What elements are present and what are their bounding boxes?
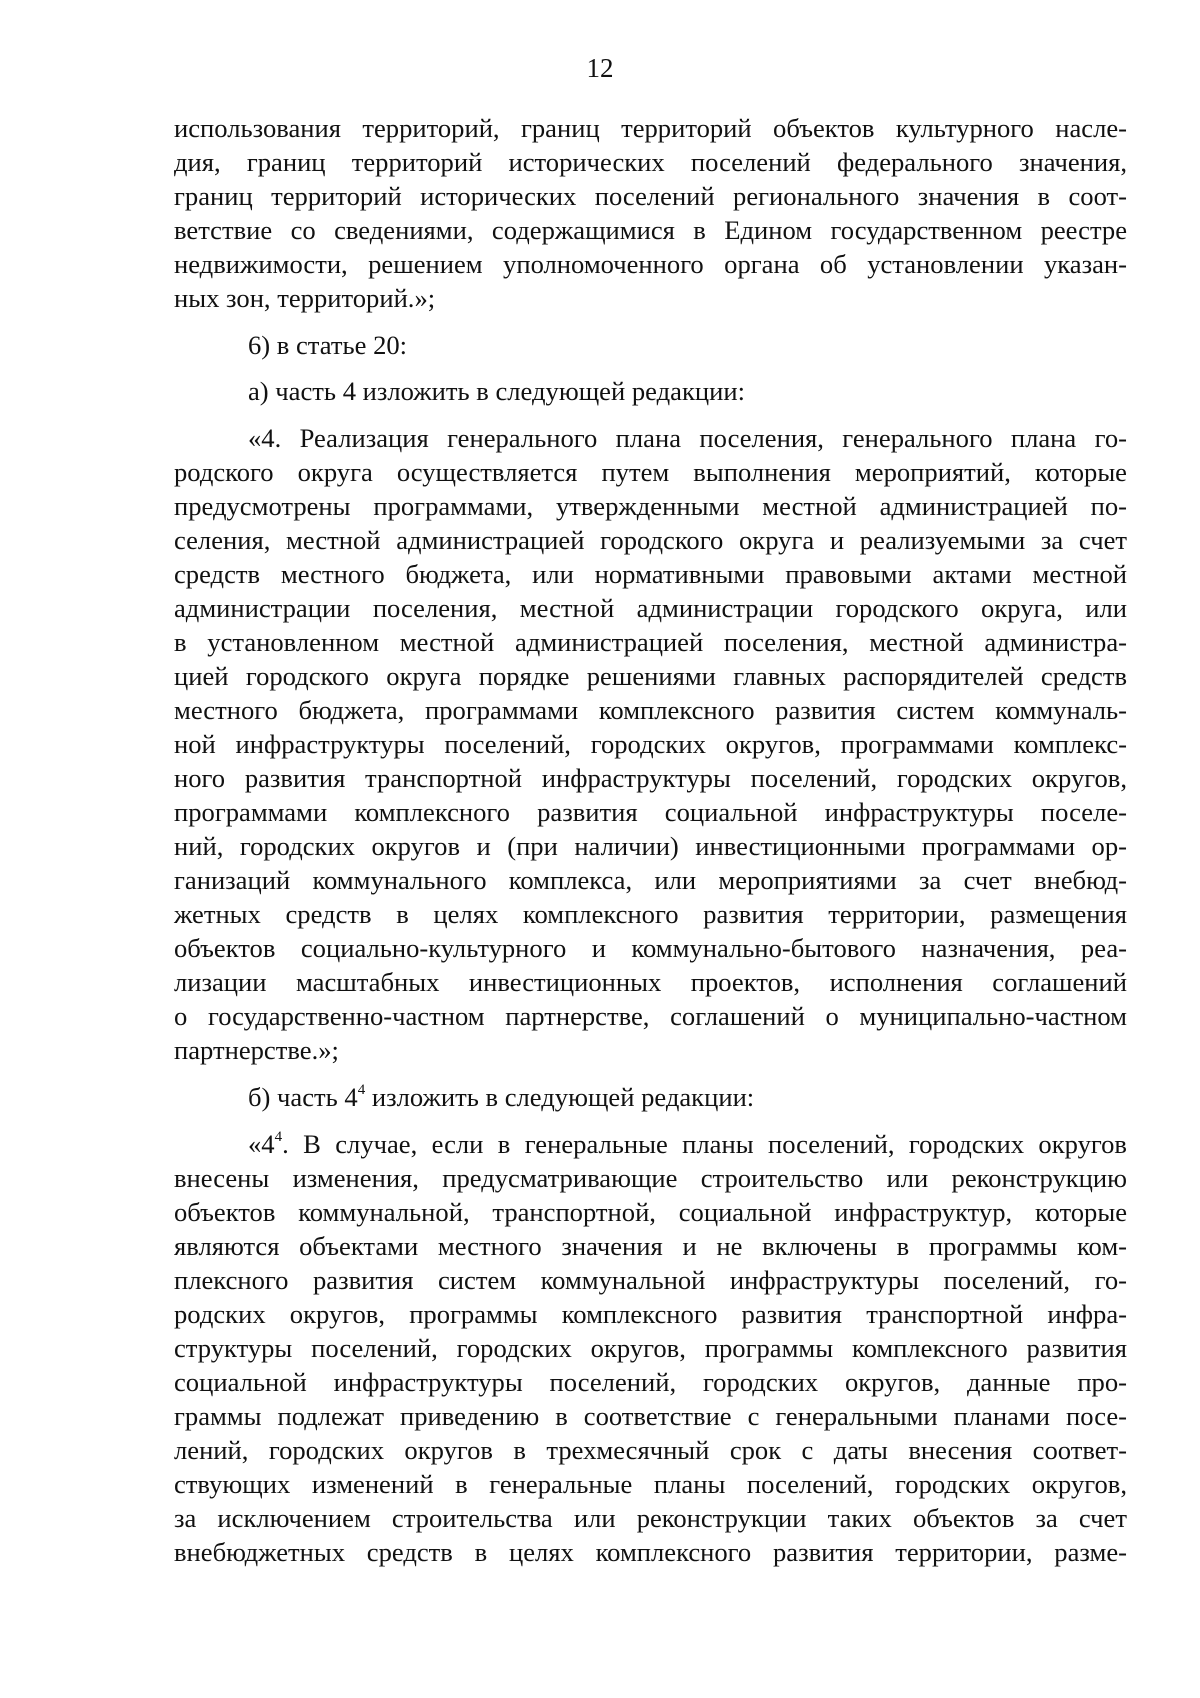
text-line: ного развития транспортной инфраструктуры поселений, городских округов, xyxy=(174,763,1127,793)
text-line: родского округа осуществляется путем выполнения мероприятий, которые xyxy=(174,457,1127,487)
superscript: 4 xyxy=(274,1129,283,1146)
text-line: жетных средств в целях комплексного развития территории, размещения xyxy=(174,899,1127,929)
text-line: плексного развития систем коммунальной инфраструктуры поселений, го- xyxy=(174,1265,1127,1295)
text-line: использования территорий, границ территорий объектов культурного насле- xyxy=(174,113,1127,143)
heading-text: изложить в следующей редакции: xyxy=(365,1082,755,1112)
text-line: лений, городских округов в трехмесячный срок с даты внесения соответ- xyxy=(174,1435,1127,1465)
text-line: местного бюджета, программами комплексного развития систем коммуналь- xyxy=(174,695,1127,725)
text-line: внесены изменения, предусматривающие строительство или реконструкцию xyxy=(174,1163,1127,1193)
text-line: социальной инфраструктуры поселений, городских округов, данные про- xyxy=(174,1367,1127,1397)
text-line: партнерстве.»; xyxy=(174,1035,339,1065)
text-line: селения, местной администрацией городского округа и реализуемыми за счет xyxy=(174,525,1127,555)
text-line: администрации поселения, местной администрации городского округа, или xyxy=(174,593,1127,623)
text-line: о государственно-частном партнерстве, соглашений о муниципально-частном xyxy=(174,1001,1127,1031)
text-line: за исключением строительства или реконструкции таких объектов за счет xyxy=(174,1503,1127,1533)
text-line: в установленном местной администрацией поселения, местной администра- xyxy=(174,627,1127,657)
text-line: ных зон, территорий.»; xyxy=(174,283,436,313)
text-line: объектов коммунальной, транспортной, социальной инфраструктур, которые xyxy=(174,1197,1127,1227)
text-line: «4. Реализация генерального плана поселения, генерального плана го- xyxy=(248,423,1127,453)
text-line xyxy=(248,1127,1127,1161)
text-line: ной инфраструктуры поселений, городских округов, программами комплекс- xyxy=(174,729,1127,759)
text-line: предусмотрены программами, утвержденными местной администрацией по- xyxy=(174,491,1127,521)
text-line: внебюджетных средств в целях комплексного развития территории, разме- xyxy=(174,1537,1127,1567)
text-line: ний, городских округов и (при наличии) инвестиционными программами ор- xyxy=(174,831,1127,861)
heading-text: б) часть 4 xyxy=(248,1082,358,1112)
text-line: программами комплексного развития социальной инфраструктуры поселе- xyxy=(174,797,1127,827)
text-line: граммы подлежат приведению в соответствие с генеральными планами посе- xyxy=(174,1401,1127,1431)
text-line: родских округов, программы комплексного развития транспортной инфра- xyxy=(174,1299,1127,1329)
superscript: 4 xyxy=(357,1082,366,1099)
subitem-heading xyxy=(248,1080,1127,1114)
text-line: средств местного бюджета, или нормативными правовыми актами местной xyxy=(174,559,1127,589)
text-line: являются объектами местного значения и не включены в программы ком- xyxy=(174,1231,1127,1261)
text-line: объектов социально-культурного и коммунально-бытового назначения, реа- xyxy=(174,933,1127,963)
text-line: ганизаций коммунального комплекса, или мероприятиями за счет внебюд- xyxy=(174,865,1127,895)
item-heading: 6) в статье 20: xyxy=(248,330,408,360)
text-line: ствующих изменений в генеральные планы поселений, городских округов, xyxy=(174,1469,1127,1499)
text-line: границ территорий исторических поселений регионального значения в соот- xyxy=(174,181,1127,211)
text-line: структуры поселений, городских округов, программы комплексного развития xyxy=(174,1333,1127,1363)
text-line: недвижимости, решением уполномоченного органа об установлении указан- xyxy=(174,249,1127,279)
text-line: лизации масштабных инвестиционных проектов, исполнения соглашений xyxy=(174,967,1127,997)
text-line: ветствие со сведениями, содержащимися в Едином государственном реестре xyxy=(174,215,1127,245)
page-number: 12 xyxy=(586,53,614,83)
text-line: цией городского округа порядке решениями главных распорядителей средств xyxy=(174,661,1127,691)
text-line: дия, границ территорий исторических поселений федерального значения, xyxy=(174,147,1127,177)
quote-text: . В случае, если в генеральные планы поселений, городских округов xyxy=(282,1129,1127,1159)
quote-start: «4 xyxy=(248,1129,275,1159)
subitem-heading: а) часть 4 изложить в следующей редакции: xyxy=(248,376,745,406)
